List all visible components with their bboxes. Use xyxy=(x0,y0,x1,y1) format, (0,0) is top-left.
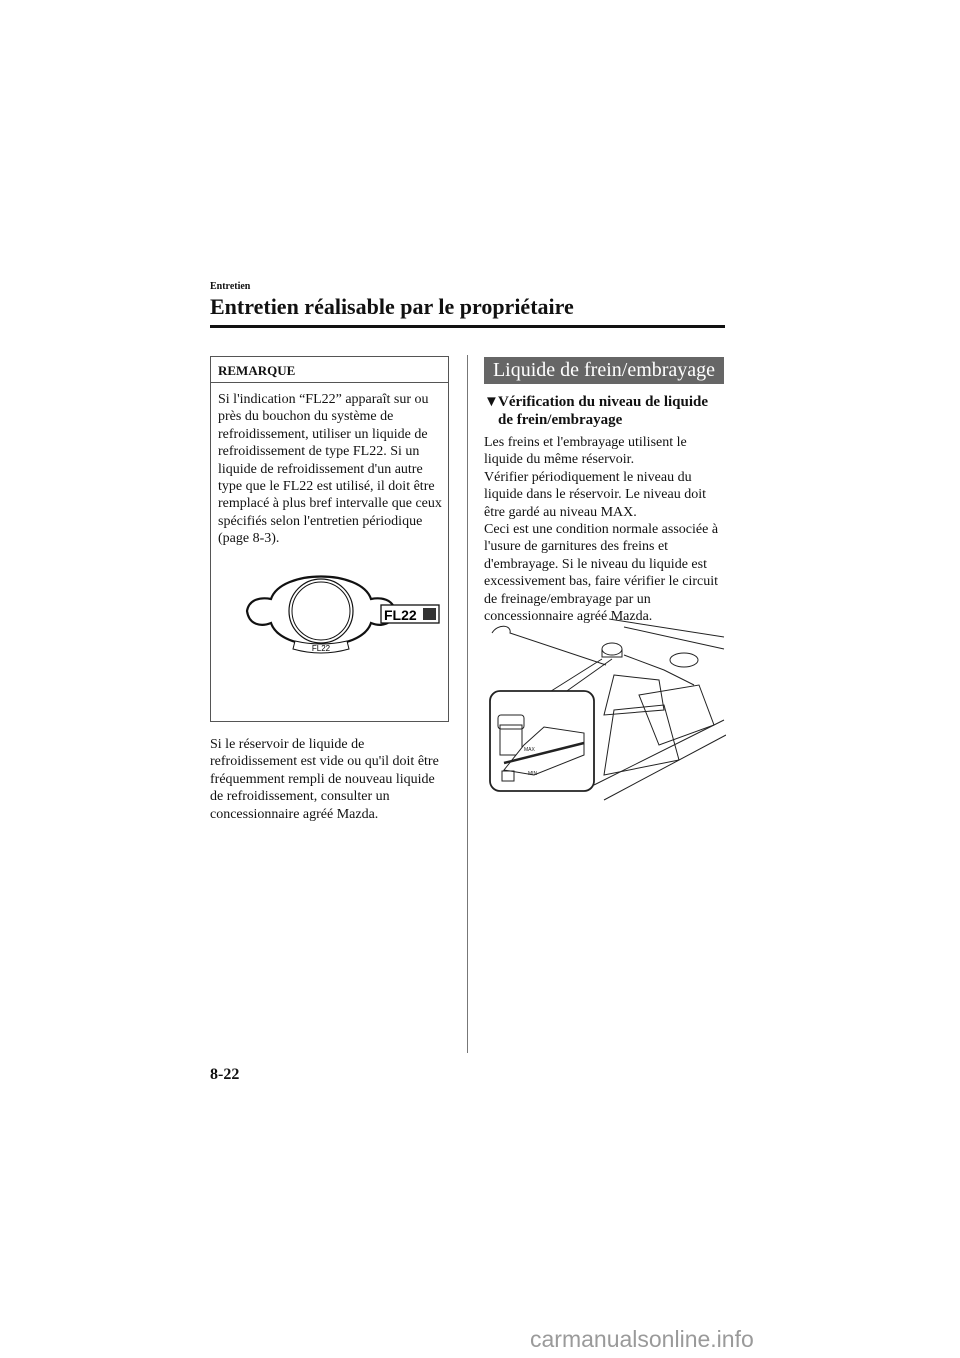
text-line: d'embrayage. Si le niveau du liquide est xyxy=(484,556,707,572)
radiator-cap-illustration xyxy=(221,561,441,671)
note-text xyxy=(211,383,448,548)
brake-reservoir-illustration xyxy=(484,615,726,807)
page-title: Entretien réalisable par le propriétaire xyxy=(210,294,574,319)
text-line: spécifiés selon l'entretien périodique xyxy=(218,513,423,529)
brake-fluid-paragraph xyxy=(484,434,718,625)
text-line: (page 8-3). xyxy=(218,531,280,547)
manual-book-icon xyxy=(423,608,436,620)
subheading-line: Vérification du niveau de liquide xyxy=(498,394,709,410)
watermark: carmanualsonline.info xyxy=(530,1326,754,1352)
column-divider xyxy=(467,355,468,1053)
subheading xyxy=(484,393,708,429)
text-line: Si l'indication “FL22” apparaît sur ou xyxy=(218,392,429,407)
section-label: Entretien xyxy=(210,281,251,292)
text-line: de refroidissement, consulter un xyxy=(210,789,390,805)
note-box xyxy=(210,356,449,722)
text-line: concessionnaire agréé Mazda. xyxy=(484,609,653,625)
text-line: concessionnaire agréé Mazda. xyxy=(210,806,379,822)
text-line: type que le FL22 est utilisé, il doit être xyxy=(218,479,435,495)
triangle-down-icon: ▼ xyxy=(484,394,499,410)
text-line: refroidissement est vide ou qu'il doit être xyxy=(210,754,439,770)
title-rule xyxy=(210,325,725,328)
text-line: Les freins et l'embrayage utilisent le xyxy=(484,435,687,450)
text-line: être gardé au niveau MAX. xyxy=(484,504,637,520)
fl22-badge: FL22 xyxy=(384,607,417,623)
text-line: Si le réservoir de liquide de xyxy=(210,737,365,752)
note-heading: REMARQUE xyxy=(211,357,448,383)
text-line: Ceci est une condition normale associée à xyxy=(484,522,719,538)
text-line: liquide dans le réservoir. Le niveau doit xyxy=(484,487,706,503)
text-line: l'usure de garnitures des freins et xyxy=(484,539,669,555)
cap-fl22-label: FL22 xyxy=(311,644,331,653)
text-line: de freinage/embrayage par un xyxy=(484,591,651,607)
text-line: fréquemment rempli de nouveau liquide xyxy=(210,771,435,787)
text-line: refroidissement de type FL22. Si un xyxy=(218,444,420,460)
subheading-line: de frein/embrayage xyxy=(498,412,623,428)
text-line: refroidissement, utiliser un liquide de xyxy=(218,426,428,442)
coolant-paragraph xyxy=(210,736,439,823)
text-line: près du bouchon du système de xyxy=(218,409,394,425)
text-line: liquide du même réservoir. xyxy=(484,452,635,468)
text-line: excessivement bas, faire vérifier le circuit xyxy=(484,574,718,590)
page-number: 8-22 xyxy=(210,1066,240,1083)
section-heading: Liquide de frein/embrayage xyxy=(484,357,724,384)
min-label: MIN xyxy=(528,771,538,777)
max-label: MAX xyxy=(524,747,535,753)
text-line: remplacé à plus bref intervalle que ceux xyxy=(218,496,442,512)
text-line: Vérifier périodiquement le niveau du xyxy=(484,469,692,485)
text-line: liquide de refroidissement d'un autre xyxy=(218,461,423,477)
